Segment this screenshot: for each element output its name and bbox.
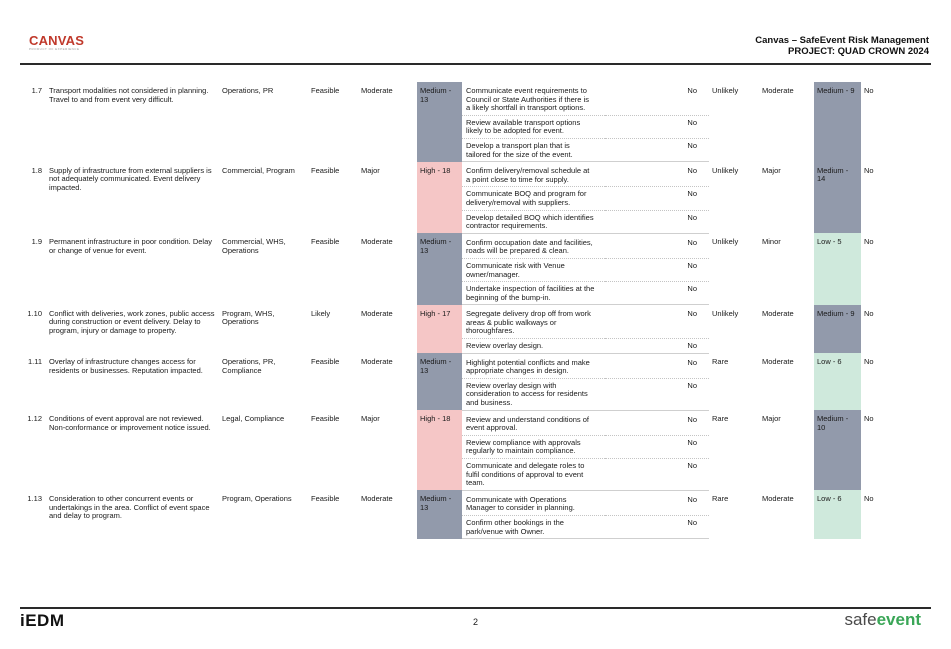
inherent-rating: High - 18 bbox=[417, 410, 462, 490]
risk-feasibility: Feasible bbox=[311, 237, 340, 247]
footer-divider bbox=[20, 607, 931, 609]
risk-description: Consideration to other concurrent events or undertakings in the area. Conflict of event space and delay to program. bbox=[49, 494, 210, 521]
residual-rating: Medium - 10 bbox=[814, 410, 861, 490]
risk-id: 1.7 bbox=[31, 86, 42, 95]
risk-register-table bbox=[20, 82, 930, 539]
document-header bbox=[755, 35, 929, 57]
residual-likelihood: Rare bbox=[712, 494, 729, 504]
risk-accepted: No bbox=[864, 308, 874, 318]
risk-consequence: Moderate bbox=[361, 237, 393, 247]
iedm-logo: iEDM bbox=[20, 611, 65, 630]
inherent-rating: Medium - 13 bbox=[417, 490, 462, 538]
control-implemented: No bbox=[605, 459, 709, 491]
control-measure: Review and understand conditions of event approval. bbox=[462, 410, 605, 435]
risk-description: Conflict with deliveries, work zones, public access during construction or event delivery. Delay to program, injury or damage to property. bbox=[49, 308, 215, 335]
risk-id: 1.12 bbox=[27, 414, 42, 424]
control-implemented: No bbox=[605, 435, 709, 458]
residual-consequence: Moderate bbox=[762, 308, 794, 318]
residual-consequence: Major bbox=[762, 414, 781, 424]
risk-owner: Operations, PR bbox=[222, 86, 274, 95]
risk-accepted: No bbox=[864, 165, 874, 175]
risk-accepted: No bbox=[864, 357, 874, 367]
control-implemented: No bbox=[605, 258, 709, 281]
risk-owner: Program, WHS, Operations bbox=[222, 308, 275, 327]
residual-rating: Low - 6 bbox=[814, 353, 861, 410]
control-implemented: No bbox=[605, 339, 709, 354]
risk-accepted: No bbox=[864, 494, 874, 504]
risk-description: Transport modalities not considered in planning. Travel to and from event very difficult. bbox=[49, 86, 209, 104]
risk-feasibility: Feasible bbox=[311, 86, 340, 95]
risk-description: Supply of infrastructure from external suppliers is not adequately communicated. Event delivery impacted. bbox=[49, 165, 212, 192]
control-measure: Confirm delivery/removal schedule at a point close to time for supply. bbox=[462, 162, 605, 187]
risk-accepted: No bbox=[864, 237, 874, 247]
risk-description: Permanent infrastructure in poor condition. Delay or change of venue for event. bbox=[49, 237, 213, 255]
residual-consequence: Moderate bbox=[762, 86, 794, 95]
header-divider bbox=[20, 63, 931, 65]
control-implemented: No bbox=[605, 82, 709, 115]
control-measure: Develop a transport plan that is tailored for the size of the event. bbox=[462, 138, 605, 161]
canvas-logo-tagline: PRODUCT OF EXPERIENCE bbox=[29, 47, 80, 51]
control-measure: Undertake inspection of facilities at the beginning of the bump-in. bbox=[462, 282, 605, 305]
control-measure: Highlight potential conflicts and make appropriate changes in design. bbox=[462, 353, 605, 378]
residual-consequence: Minor bbox=[762, 237, 781, 247]
residual-consequence: Moderate bbox=[762, 357, 794, 367]
residual-likelihood: Unlikely bbox=[712, 86, 739, 95]
risk-id: 1.9 bbox=[31, 237, 42, 247]
control-implemented: No bbox=[605, 187, 709, 210]
risk-feasibility: Feasible bbox=[311, 357, 340, 367]
safeevent-logo-safe: safe bbox=[844, 610, 877, 629]
control-measure: Communicate event requirements to Council or State Authorities if there is a likely shortfall in transport options. bbox=[462, 82, 605, 115]
risk-row bbox=[20, 353, 930, 378]
inherent-rating: High - 17 bbox=[417, 305, 462, 353]
residual-consequence: Major bbox=[762, 165, 781, 175]
control-measure: Communicate and delegate roles to fulfil conditions of approval to event team. bbox=[462, 459, 605, 491]
risk-feasibility: Feasible bbox=[311, 414, 340, 424]
safeevent-logo-event: event bbox=[876, 610, 921, 629]
control-implemented: No bbox=[605, 162, 709, 187]
risk-consequence: Major bbox=[361, 414, 380, 424]
risk-feasibility: Feasible bbox=[311, 165, 340, 175]
control-measure: Communicate risk with Venue owner/manager. bbox=[462, 258, 605, 281]
risk-id: 1.10 bbox=[27, 308, 42, 318]
residual-likelihood: Unlikely bbox=[712, 308, 739, 318]
risk-feasibility: Feasible bbox=[311, 494, 340, 504]
control-implemented: No bbox=[605, 233, 709, 258]
residual-likelihood: Unlikely bbox=[712, 237, 739, 247]
residual-rating: Low - 6 bbox=[814, 490, 861, 538]
control-implemented: No bbox=[605, 210, 709, 233]
risk-description: Overlay of infrastructure changes access for residents or businesses. Reputation impacted. bbox=[49, 357, 203, 375]
control-measure: Review overlay design with consideration to access for residents and business. bbox=[462, 378, 605, 410]
risk-owner: Legal, Compliance bbox=[222, 414, 285, 424]
risk-row bbox=[20, 490, 930, 515]
control-implemented: No bbox=[605, 353, 709, 378]
risk-consequence: Major bbox=[361, 165, 380, 175]
residual-likelihood: Rare bbox=[712, 357, 729, 367]
safeevent-logo bbox=[844, 610, 921, 630]
control-implemented: No bbox=[605, 305, 709, 339]
residual-rating: Medium - 14 bbox=[814, 162, 861, 234]
risk-accepted: No bbox=[864, 86, 874, 95]
inherent-rating: Medium - 13 bbox=[417, 353, 462, 410]
control-implemented: No bbox=[605, 410, 709, 435]
document-title: Canvas – SafeEvent Risk Management bbox=[755, 35, 929, 46]
canvas-logo bbox=[29, 33, 84, 51]
control-implemented: No bbox=[605, 115, 709, 138]
control-measure: Confirm occupation date and facilities, roads will be prepared & clean. bbox=[462, 233, 605, 258]
control-measure: Develop detailed BOQ which identifies contractor requirements. bbox=[462, 210, 605, 233]
risk-row bbox=[20, 233, 930, 258]
risk-consequence: Moderate bbox=[361, 357, 393, 367]
risk-owner: Commercial, WHS, Operations bbox=[222, 237, 286, 255]
risk-feasibility: Likely bbox=[311, 308, 331, 318]
control-implemented: No bbox=[605, 378, 709, 410]
control-implemented: No bbox=[605, 515, 709, 538]
risk-row bbox=[20, 162, 930, 187]
risk-description: Conditions of event approval are not reviewed. Non-conformance or improvement notice issued. bbox=[49, 414, 211, 432]
risk-row bbox=[20, 82, 930, 115]
risk-consequence: Moderate bbox=[361, 86, 393, 95]
risk-id: 1.11 bbox=[27, 357, 42, 367]
inherent-rating: High - 18 bbox=[417, 162, 462, 234]
residual-likelihood: Rare bbox=[712, 414, 729, 424]
control-measure: Communicate with Operations Manager to consider in planning. bbox=[462, 490, 605, 515]
risk-row bbox=[20, 305, 930, 339]
control-measure: Segregate delivery drop off from work areas & public walkways or thoroughfares. bbox=[462, 305, 605, 339]
risk-id: 1.13 bbox=[27, 494, 42, 504]
residual-rating: Medium - 9 bbox=[814, 82, 861, 162]
residual-rating: Medium - 9 bbox=[814, 305, 861, 353]
control-measure: Review overlay design. bbox=[462, 339, 605, 354]
control-measure: Communicate BOQ and program for delivery/removal with suppliers. bbox=[462, 187, 605, 210]
risk-owner: Commercial, Program bbox=[222, 165, 295, 175]
canvas-logo-text: CANVAS bbox=[29, 33, 85, 48]
residual-likelihood: Unlikely bbox=[712, 165, 739, 175]
project-name: PROJECT: QUAD CROWN 2024 bbox=[788, 46, 929, 57]
risk-consequence: Moderate bbox=[361, 494, 393, 504]
residual-rating: Low - 5 bbox=[814, 233, 861, 305]
control-implemented: No bbox=[605, 138, 709, 161]
risk-consequence: Moderate bbox=[361, 308, 393, 318]
risk-accepted: No bbox=[864, 414, 874, 424]
control-implemented: No bbox=[605, 490, 709, 515]
inherent-rating: Medium - 13 bbox=[417, 233, 462, 305]
residual-consequence: Moderate bbox=[762, 494, 794, 504]
control-measure: Review compliance with approvals regularly to maintain compliance. bbox=[462, 435, 605, 458]
page-number: 2 bbox=[472, 617, 478, 627]
risk-owner: Program, Operations bbox=[222, 494, 292, 504]
risk-row bbox=[20, 410, 930, 435]
control-implemented: No bbox=[605, 282, 709, 305]
control-measure: Confirm other bookings in the park/venue with Owner. bbox=[462, 515, 605, 538]
control-measure: Review available transport options likely to be adopted for event. bbox=[462, 115, 605, 138]
risk-owner: Operations, PR, Compliance bbox=[222, 357, 276, 375]
risk-id: 1.8 bbox=[31, 165, 42, 175]
inherent-rating: Medium - 13 bbox=[417, 82, 462, 162]
